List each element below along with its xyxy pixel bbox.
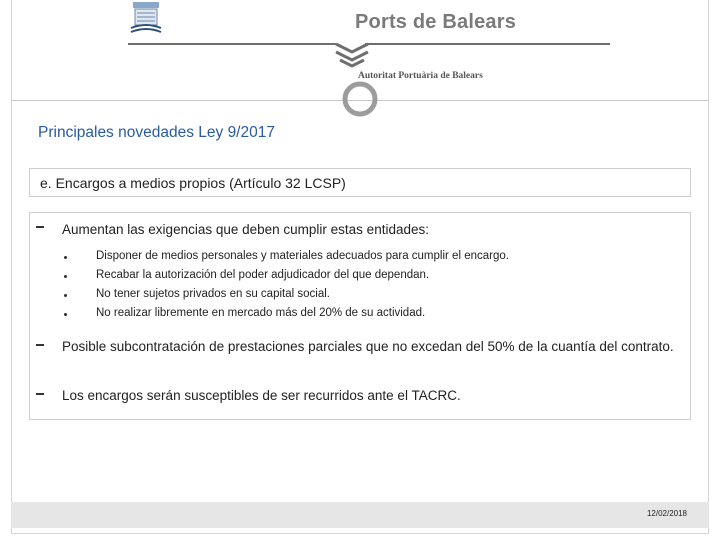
brand-line-left bbox=[128, 43, 336, 45]
point-3: Los encargos serán susceptibles de ser recurridos ante el TACRC. bbox=[62, 388, 461, 403]
list-item-text: No realizar libremente en mercado más del 20% de su actividad. bbox=[96, 307, 426, 319]
ring-decoration-icon bbox=[341, 80, 379, 118]
bullet-dot bbox=[64, 294, 67, 297]
list-item-text: Disponer de medios personales y materiales adecuados para cumplir el encargo. bbox=[96, 250, 509, 262]
brand-subtitle: Autoritat Portuària de Balears bbox=[358, 71, 483, 81]
list-item-text: No tener sujetos privados en su capital social. bbox=[96, 288, 330, 300]
footer-date: 12/02/2018 bbox=[646, 509, 687, 518]
coat-of-arms-icon bbox=[127, 0, 165, 36]
brand-line-right bbox=[365, 43, 610, 45]
bullet-dot bbox=[64, 275, 67, 278]
list-item-text: Recabar la autorización del poder adjudicador del que dependan. bbox=[96, 269, 430, 281]
point-1-rest: que deben cumplir estas entidades: bbox=[212, 222, 429, 237]
point-1 bbox=[62, 220, 429, 239]
wave-logo-icon bbox=[330, 38, 374, 70]
dash-bullet bbox=[36, 226, 44, 228]
slide-title: Principales novedades Ley 9/2017 bbox=[38, 124, 275, 141]
section-heading: e. Encargos a medios propios (Artículo 32 LCSP) bbox=[40, 175, 346, 191]
point-2: Posible subcontratación de prestaciones parciales que no excedan del 50% de la cuantía del contrato. bbox=[62, 339, 674, 354]
dash-bullet bbox=[36, 393, 44, 395]
bullet-dot bbox=[64, 256, 67, 259]
dash-bullet bbox=[36, 344, 44, 346]
point-1-emphasis: Aumentan las exigencias bbox=[62, 222, 213, 237]
brand-name: Ports de Balears bbox=[355, 11, 517, 33]
footer-bar bbox=[11, 502, 709, 528]
bullet-dot bbox=[64, 313, 67, 316]
section-heading-box bbox=[29, 168, 691, 197]
